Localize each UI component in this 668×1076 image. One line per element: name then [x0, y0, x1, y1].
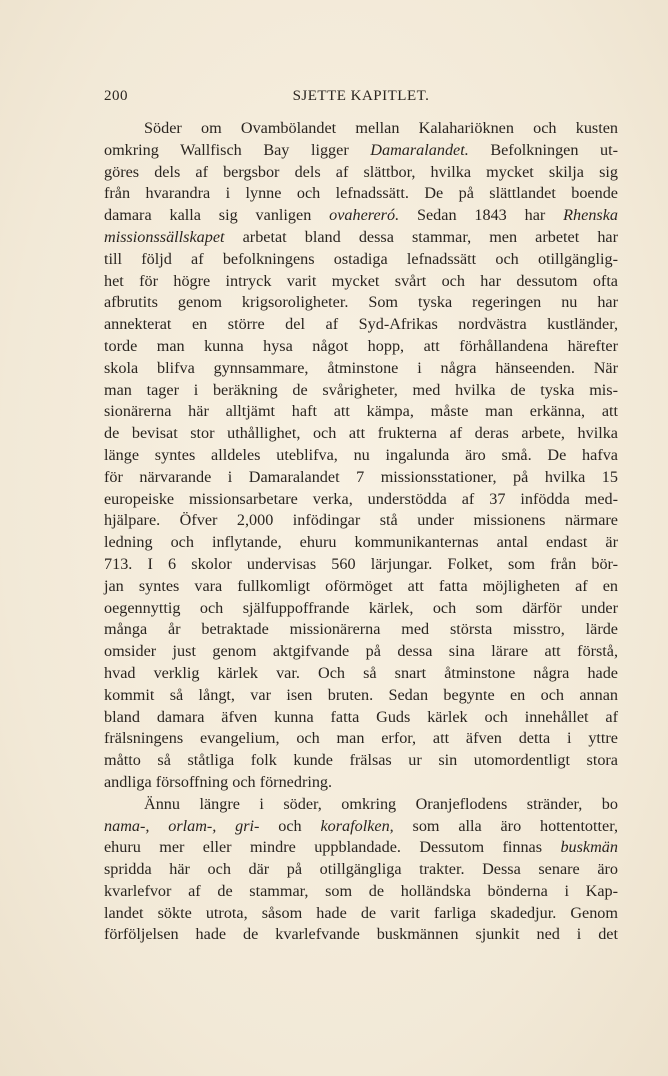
text-line [104, 205, 618, 227]
body-text [104, 118, 618, 946]
text-segment: damara kalla sig vanligen [104, 206, 330, 225]
text-line [104, 881, 618, 903]
text-line [104, 510, 618, 532]
text-segment: frälsningens evangelium, och man erfor, att äfven detta i yttre [104, 729, 618, 748]
text-line [104, 728, 618, 750]
text-segment: sionärerna här alltjämt haft att kämpa, måste man erkänna, att [104, 402, 618, 421]
text-line [104, 292, 618, 314]
text-line [104, 489, 618, 511]
italic-segment: korafolken, [320, 816, 394, 835]
text-segment: Befolkningen ut- [468, 140, 618, 159]
text-line [104, 271, 618, 293]
text-segment: och [259, 816, 321, 835]
text-segment: måtto så ståtliga folk kunde frälsas ur sin utomordentligt stora [104, 751, 618, 770]
text-line [104, 576, 618, 598]
text-segment: Söder om Ovambölandet mellan Kalahariöknen och kusten [144, 119, 618, 137]
text-segment: oegennyttig och själfuppoffrande kärlek, och som därför under [104, 598, 618, 617]
text-segment: ledning och inflytande, ehuru kommunikanternas antal endast är [104, 533, 618, 552]
text-segment: hjälpare. Öfver 2,000 infödingar stå under missionens närmare [104, 511, 618, 530]
text-line [104, 118, 618, 140]
text-segment: som alla äro hottentotter, [393, 816, 618, 835]
text-line [104, 380, 618, 402]
text-line [104, 554, 618, 576]
text-segment: spridda här och där på otillgängliga trakter. Dessa senare äro [104, 860, 618, 879]
text-segment: afbrutits genom krigsoroligheter. Som tyska regeringen nu har [104, 293, 618, 312]
text-segment: till följd af befolkningens ostadiga lefnadssätt och otillgänglig- [104, 249, 618, 268]
text-line [104, 663, 618, 685]
text-segment: kvarlefvor af de stammar, som de holländska bönderna i Kap- [104, 881, 618, 900]
text-line [104, 794, 618, 816]
italic-segment: buskmän [560, 838, 618, 857]
text-line [104, 859, 618, 881]
italic-segment: Damaralandet. [370, 140, 469, 159]
text-segment: europeiske missionsarbetare verka, understödda af 37 infödda med- [104, 489, 618, 508]
text-segment: många år betraktade missionärerna med största misstro, lärde [104, 620, 618, 639]
text-line [104, 467, 618, 489]
text-line [104, 707, 618, 729]
italic-segment: missionssällskapet [104, 227, 225, 246]
text-segment: omsider just genom aktgifvande på dessa sina lärare att förstå, [104, 642, 618, 661]
text-segment: omkring Wallfisch Bay ligger [104, 140, 371, 159]
text-line [104, 903, 618, 925]
text-line [104, 598, 618, 620]
italic-segment: ovahereró. [329, 206, 400, 225]
text-segment: ehuru mer eller mindre uppblandade. Dessutom finnas [104, 838, 561, 857]
text-segment: arbetat bland dessa stammar, men arbetet har [224, 227, 618, 246]
text-line [104, 685, 618, 707]
text-segment: jan syntes vara fullkomligt oförmöget att fatta möjligheten af en [104, 576, 618, 595]
text-line [104, 401, 618, 423]
text-line [104, 314, 618, 336]
text-segment: het för högre intryck varit mycket svårt och har dessutom ofta [104, 271, 618, 290]
page-number: 200 [104, 88, 128, 104]
text-segment: de bevisat stor uthållighet, och att frukterna af deras arbete, hvilka [104, 424, 618, 443]
text-line [104, 772, 618, 794]
text-segment: andliga försoffning och förnedring. [104, 772, 333, 791]
text-segment: landet sökte utrota, såsom hade de varit farliga skadedjur. Genom [104, 903, 618, 922]
text-segment: länge syntes alldeles uteblifva, nu ingalunda äro små. De hafva [104, 445, 618, 464]
text-line [104, 641, 618, 663]
text-segment: man tager i beräkning de svårigheter, med hvilka de tyska mis- [104, 380, 618, 399]
text-line [104, 358, 618, 380]
text-line [104, 750, 618, 772]
text-segment: annekterat en större del af Syd-Afrikas nordvästra kustländer, [104, 315, 618, 334]
italic-segment: Rhenska [563, 206, 618, 225]
text-line [104, 445, 618, 467]
running-header [104, 88, 618, 110]
running-title: SJETTE KAPITLET. [292, 88, 430, 104]
text-line [104, 183, 618, 205]
text-segment: förföljelsen hade de kvarlefvande buskmännen sjunkit ned i det [104, 925, 618, 944]
text-segment: Sedan 1843 har [399, 206, 564, 225]
text-line [104, 162, 618, 184]
text-segment: bland damara äfven kunna fatta Guds kärlek och innehållet af [104, 707, 618, 726]
text-line [104, 336, 618, 358]
text-segment: Ännu längre i söder, omkring Oranjeflodens stränder, bo [144, 794, 618, 813]
text-line [104, 619, 618, 641]
text-line [104, 249, 618, 271]
italic-segment: nama-, orlam-, gri- [104, 816, 260, 835]
text-segment: hvad verklig kärlek var. Och så snart åtminstone några hade [104, 663, 618, 682]
text-line [104, 532, 618, 554]
text-segment: göres dels af bergsbor dels af slättbor, hvilka mycket skilja sig [104, 162, 618, 181]
text-line [104, 924, 618, 946]
text-line [104, 423, 618, 445]
text-line [104, 140, 618, 162]
text-segment: från hvarandra i lynne och lefnadssätt. De på slättlandet boende [104, 184, 618, 203]
text-segment: skola blifva gynnsammare, åtminstone i några hänseenden. När [104, 358, 618, 377]
text-segment: för närvarande i Damaralandet 7 missionsstationer, på hvilka 15 [104, 467, 618, 486]
text-segment: kommit så långt, var isen bruten. Sedan begynte en och annan [104, 685, 618, 704]
text-segment: 713. I 6 skolor undervisas 560 lärjungar. Folket, som från bör- [104, 554, 618, 573]
text-line [104, 816, 618, 838]
text-line [104, 837, 618, 859]
text-line [104, 227, 618, 249]
text-segment: torde man kunna hysa något hopp, att förhållandena härefter [104, 336, 618, 355]
